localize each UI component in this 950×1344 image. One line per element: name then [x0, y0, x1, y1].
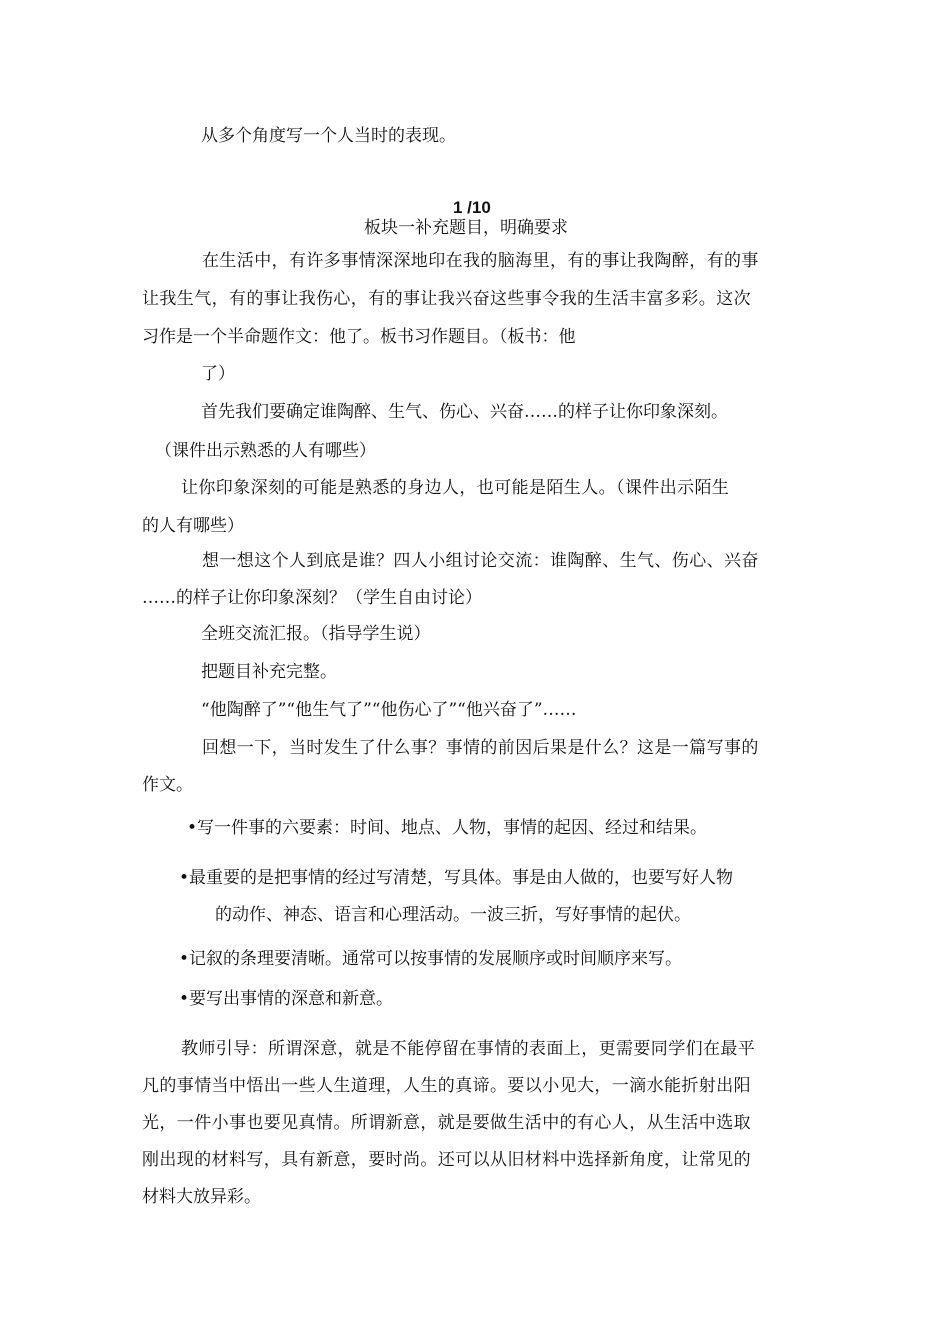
paragraph-line: 了）: [201, 364, 235, 384]
paragraph-line: 让我生气，有的事让我伤心，有的事让我兴奋这些事令我的生活丰富多彩。这次: [142, 289, 751, 309]
bullet-item: •最重要的是把事情的经过写清楚，写具体。事是由人做的，也要写好人物: [179, 868, 734, 888]
bullet-item: •写一件事的六要素：时间、地点、人物，事情的起因、经过和结果。: [187, 818, 708, 838]
section-title: 板块一补充题目，明确要求: [364, 218, 568, 238]
teacher-guide-line: 刚出现的材料写，具有新意，要时尚。还可以从旧材料中选择新角度，让常见的: [142, 1150, 751, 1170]
intro-line: 从多个角度写一个人当时的表现。: [201, 126, 456, 146]
paragraph-line: 把题目补充完整。: [201, 662, 337, 682]
bullet-item: •要写出事情的深意和新意。: [179, 989, 394, 1009]
paragraph-line: 作文。: [142, 775, 193, 795]
teacher-guide-line: 凡的事情当中悟出一些人生道理，人生的真谛。要以小见大，一滴水能折射出阳: [142, 1076, 751, 1096]
paragraph-line: 回想一下，当时发生了什么事？事情的前因后果是什么？这是一篇写事的: [202, 738, 759, 758]
paragraph-line: 的人有哪些）: [142, 516, 244, 536]
paragraph-line: “他陶醉了”“他生气了”“他伤心了”“他兴奋了”……: [201, 700, 577, 720]
teacher-guide-line: 光，一件小事也要见真情。所谓新意，就是要做生活中的有心人，从生活中选取: [142, 1113, 751, 1133]
paragraph-line: 在生活中，有许多事情深深地印在我的脑海里，有的事让我陶醉，有的事: [202, 251, 759, 271]
paragraph-line: 习作是一个半命题作文：他了。板书习作题目。（板书：他: [142, 327, 576, 347]
paragraph-line: 全班交流汇报。（指导学生说）: [201, 624, 431, 644]
paragraph-line: 想一想这个人到底是谁？四人小组讨论交流：谁陶醉、生气、伤心、兴奋: [202, 551, 759, 571]
bullet-item: •记叙的条理要清晰。通常可以按事情的发展顺序或时间顺序来写。: [179, 949, 683, 969]
bullet-item-continuation: 的动作、神态、语言和心理活动。一波三折，写好事情的起伏。: [215, 905, 691, 925]
teacher-guide-line: 材料大放异彩。: [142, 1187, 261, 1207]
teacher-guide-line: 教师引导：所谓深意，就是不能停留在事情的表面上，更需要同学们在最平: [181, 1039, 756, 1059]
paragraph-line: 首先我们要确定谁陶醉、生气、伤心、兴奋……的样子让你印象深刻。: [201, 402, 728, 422]
paragraph-line: 让你印象深刻的可能是熟悉的身边人，也可能是陌生人。（课件出示陌生: [181, 478, 730, 498]
paragraph-line: （课件出示熟悉的人有哪些）: [155, 441, 376, 461]
paragraph-line: ……的样子让你印象深刻？（学生自由讨论）: [142, 588, 482, 608]
page-number: 1 /10: [453, 198, 491, 217]
